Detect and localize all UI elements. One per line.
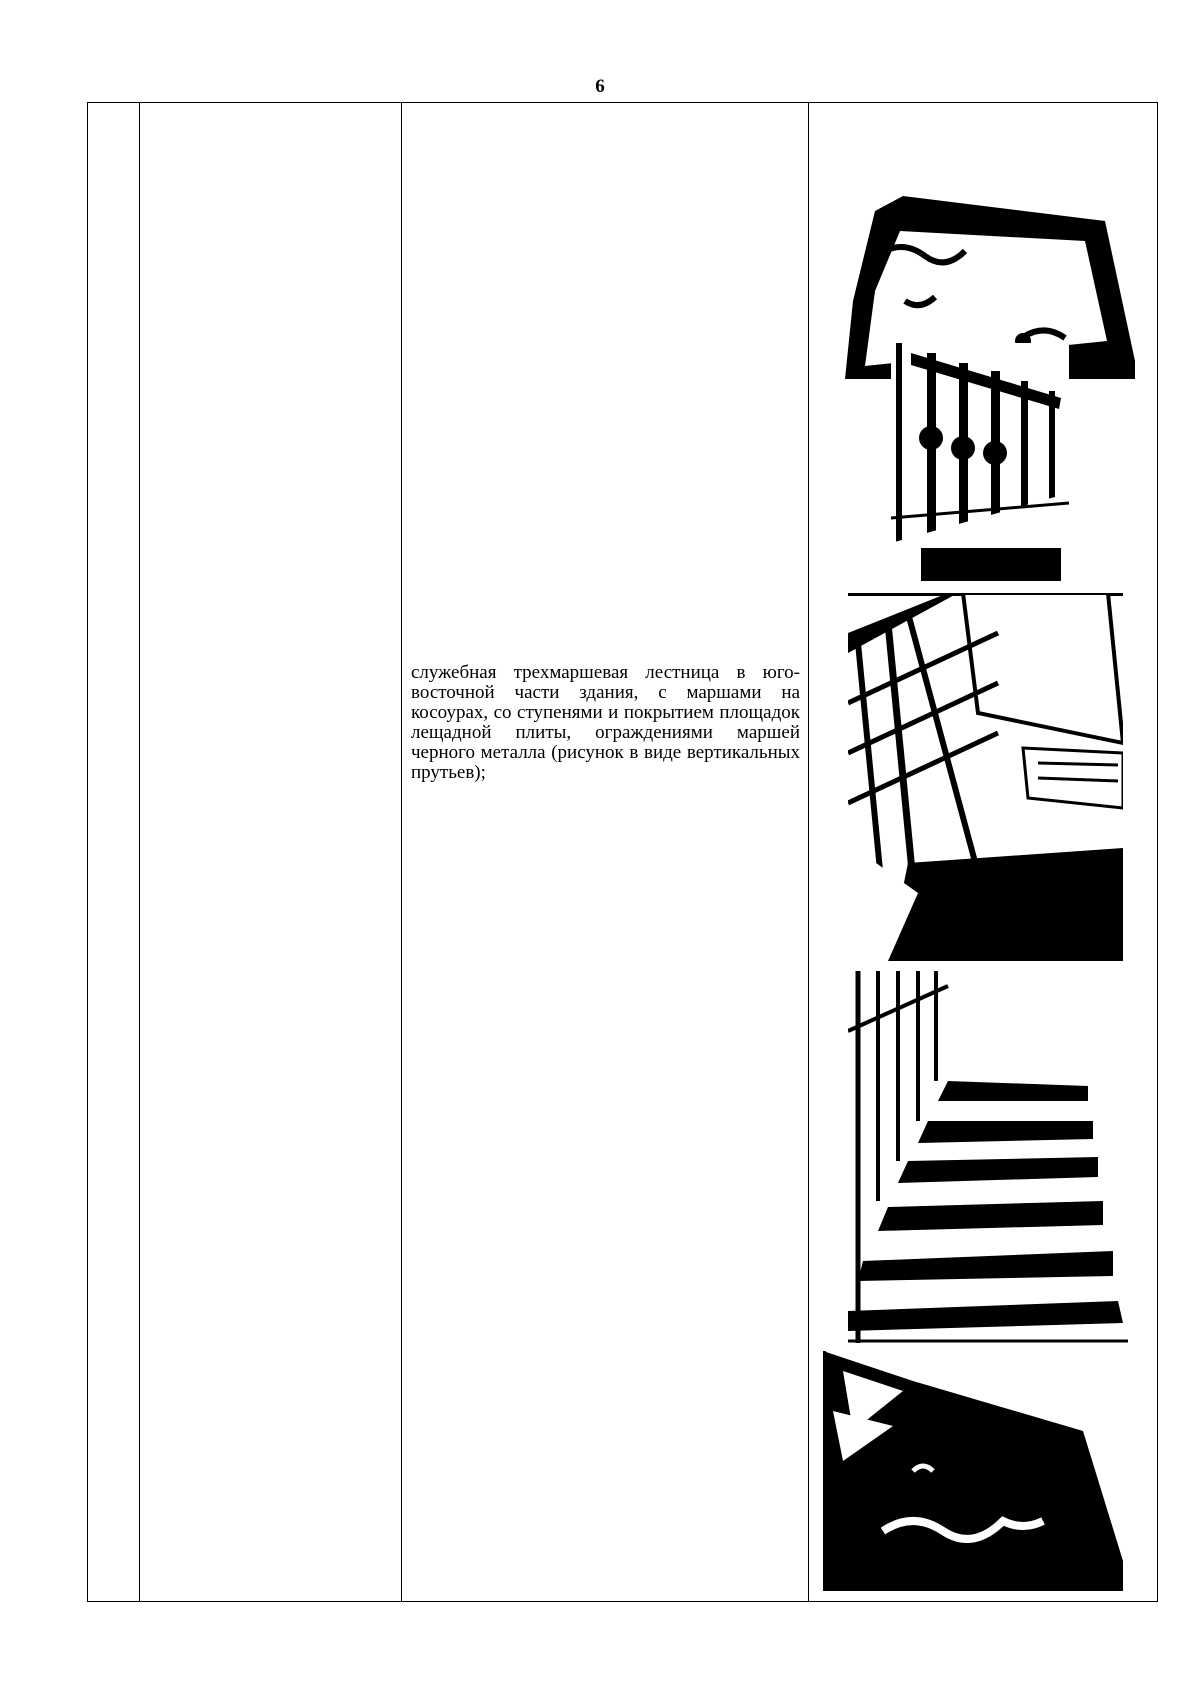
page-number: 6 bbox=[595, 76, 605, 97]
inventory-table bbox=[87, 102, 1158, 1602]
element-description: служебная трехмаршевая лестница в юго-восточной части здания, с маршами на косоурах, со ступенями и покрытием площадок лещадной плиты, ограждениями маршей черного металла (рисунок в виде вертикальных прутьев); bbox=[411, 662, 800, 783]
ornamental-railing-photo bbox=[891, 343, 1069, 581]
column-divider bbox=[808, 103, 809, 1601]
column-divider bbox=[401, 103, 402, 1601]
stair-steps-photo bbox=[848, 971, 1128, 1343]
landing-slab-photo bbox=[823, 1351, 1123, 1591]
column-divider bbox=[139, 103, 140, 1601]
stair-flight-with-railing-photo bbox=[848, 593, 1123, 961]
